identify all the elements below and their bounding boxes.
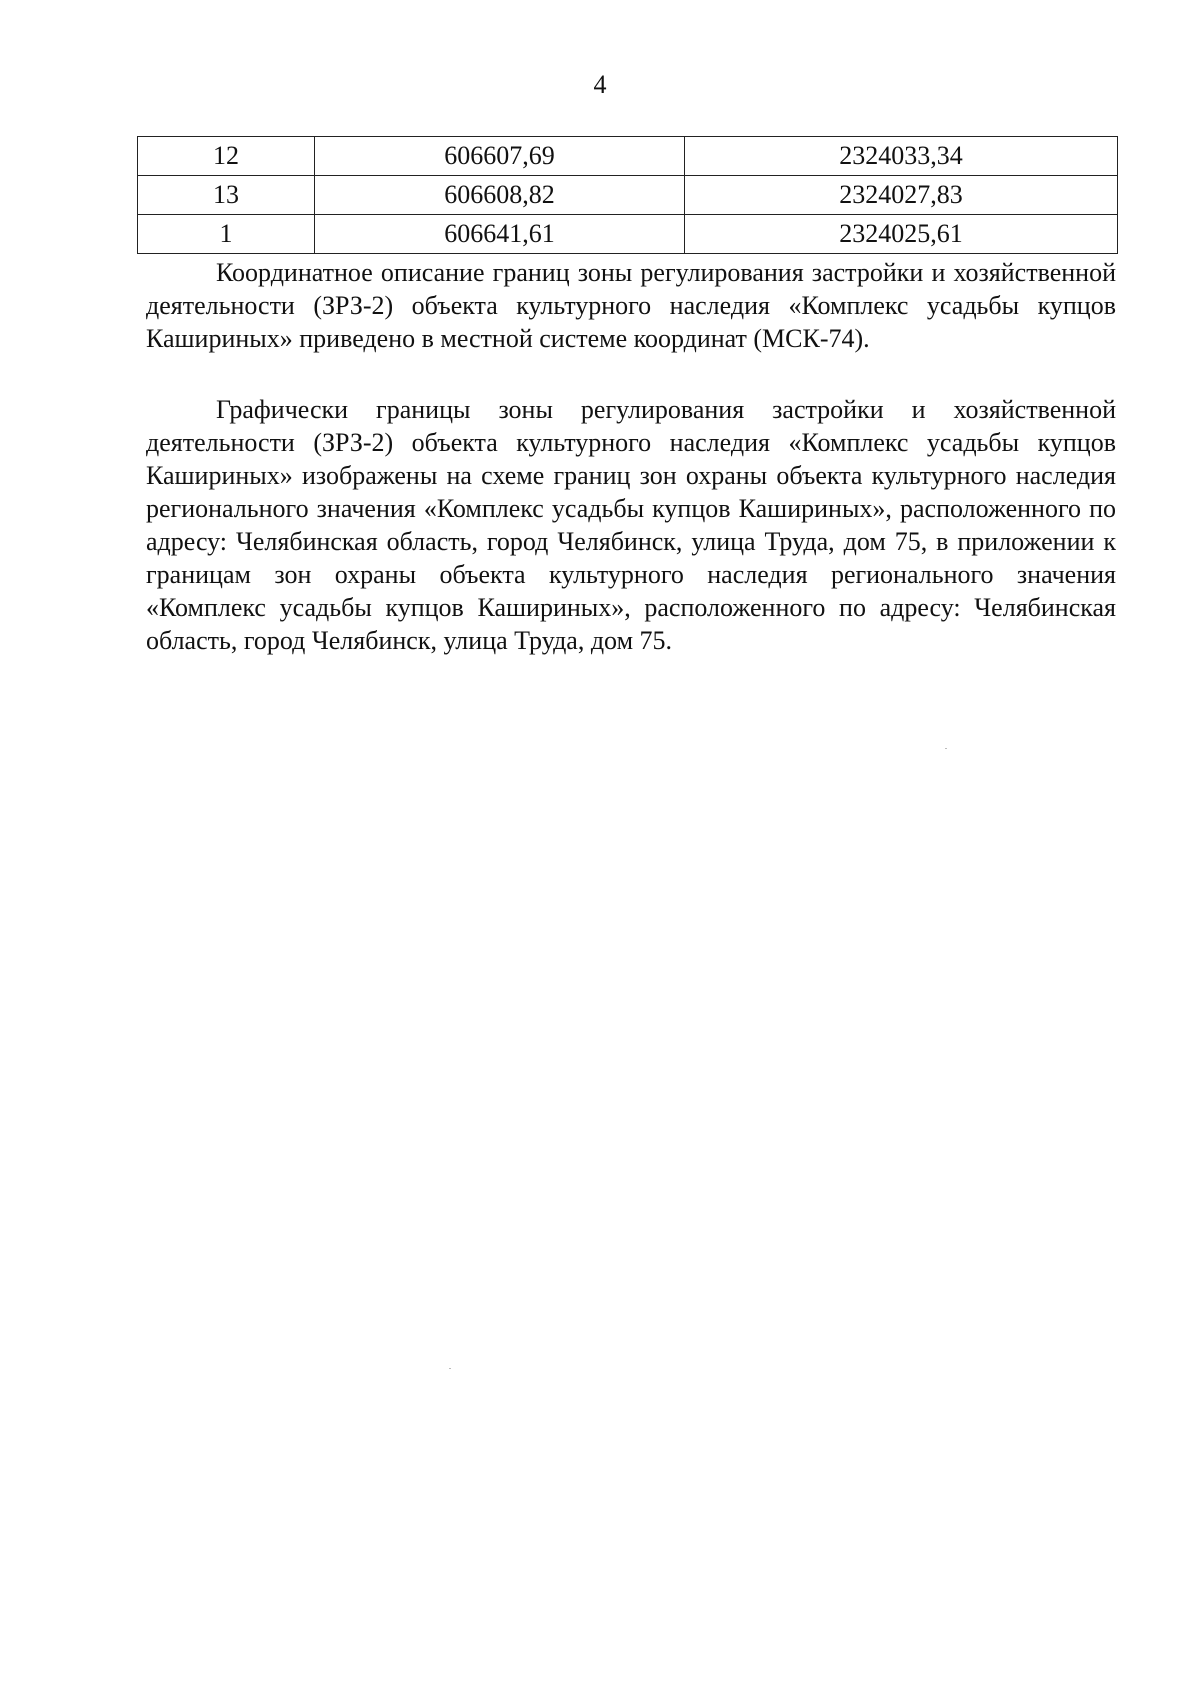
point-number-cell: 12 (138, 137, 315, 176)
coordinate-description-paragraph (146, 256, 1116, 355)
table-row (138, 176, 1118, 215)
paragraph-text: Графически границы зоны регулирования застройки и хозяйственной деятельности (ЗРЗ-2) объекта культурного наследия «Комплекс усадьбы купцов Кашириных» изображены на схеме границ зон охраны объекта культурного наследия регионального значения «Комплекс усадьбы купцов Кашириных», расположенного по адресу: Челябинская область, город Челябинск, улица Труда, дом 75, в приложении к границам зон охраны объекта культурного наследия регионального значения «Комплекс усадьбы купцов Кашириных», расположенного по адресу: Челябинская область, город Челябинск, улица Труда, дом 75. (146, 395, 1116, 655)
table-row (138, 215, 1118, 254)
point-number-cell: 1 (138, 215, 315, 254)
scan-speck (945, 748, 947, 749)
point-number-cell: 13 (138, 176, 315, 215)
coordinates-table (137, 136, 1118, 254)
x-coordinate-cell: 606608,82 (315, 176, 685, 215)
table-row (138, 137, 1118, 176)
paragraph-text: Координатное описание границ зоны регулирования застройки и хозяйственной деятельности (ЗРЗ-2) объекта культурного наследия «Комплекс усадьбы купцов Кашириных» приведено в местной системе координат (МСК-74). (146, 258, 1116, 353)
scan-speck (449, 1368, 451, 1369)
x-coordinate-cell: 606607,69 (315, 137, 685, 176)
y-coordinate-cell: 2324033,34 (685, 137, 1118, 176)
page-number: 4 (593, 70, 607, 99)
y-coordinate-cell: 2324025,61 (685, 215, 1118, 254)
y-coordinate-cell: 2324027,83 (685, 176, 1118, 215)
graphic-boundaries-paragraph (146, 393, 1116, 657)
x-coordinate-cell: 606641,61 (315, 215, 685, 254)
